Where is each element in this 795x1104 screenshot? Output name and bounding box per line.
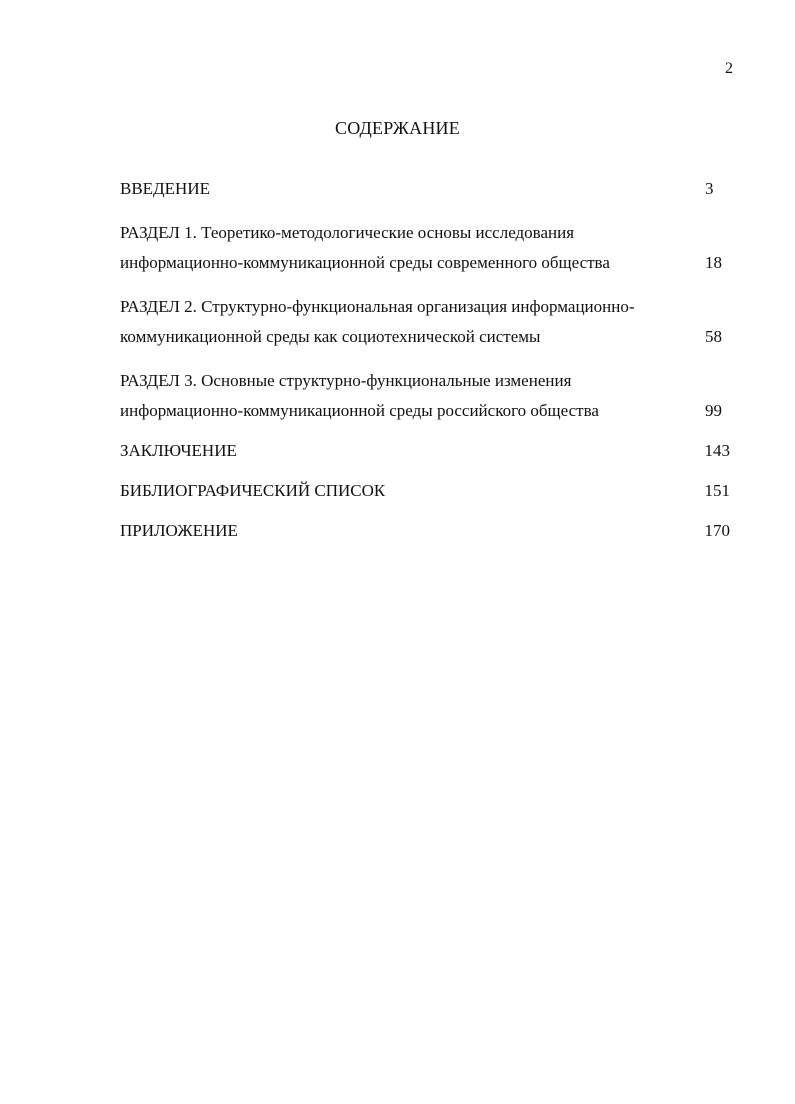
- toc-entry-line: БИБЛИОГРАФИЧЕСКИЙ СПИСОК: [120, 481, 386, 500]
- toc-entry-page: 3: [705, 179, 714, 198]
- toc-entry-introduction: [120, 176, 730, 206]
- toc-entry-line: коммуникационной среды как социотехнической системы: [120, 327, 541, 346]
- toc-entry-conclusion: [120, 438, 730, 468]
- toc-entry-line: ПРИЛОЖЕНИЕ: [120, 521, 238, 540]
- toc-entry-line: информационно-коммуникационной среды современного общества: [120, 253, 610, 272]
- table-of-contents: [120, 176, 730, 562]
- toc-entry-line: РАЗДЕЛ 1. Теоретико-методологические основы исследования: [120, 223, 575, 242]
- toc-entry-page: 58: [705, 327, 722, 346]
- toc-entry-line: ВВЕДЕНИЕ: [120, 179, 210, 198]
- page-number: 2: [725, 60, 733, 77]
- toc-entry-page: 143: [704, 441, 730, 460]
- toc-entry-section-3: [120, 368, 730, 428]
- toc-entry-line: РАЗДЕЛ 3. Основные структурно-функциональные изменения: [120, 371, 572, 390]
- toc-entry-line: ЗАКЛЮЧЕНИЕ: [120, 441, 237, 460]
- toc-title: СОДЕРЖАНИЕ: [335, 118, 460, 138]
- toc-entry-page: 151: [704, 481, 730, 500]
- toc-entry-page: 18: [705, 253, 722, 272]
- toc-entry-section-2: [120, 294, 730, 354]
- toc-entry-page: 99: [705, 401, 722, 420]
- toc-entry-bibliography: [120, 478, 730, 508]
- toc-entry-page: 170: [704, 521, 730, 540]
- toc-entry-line: информационно-коммуникационной среды российского общества: [120, 401, 599, 420]
- toc-entry-section-1: [120, 220, 730, 280]
- toc-entry-appendix: [120, 518, 730, 548]
- toc-entry-line: РАЗДЕЛ 2. Структурно-функциональная организация информационно-: [120, 297, 635, 316]
